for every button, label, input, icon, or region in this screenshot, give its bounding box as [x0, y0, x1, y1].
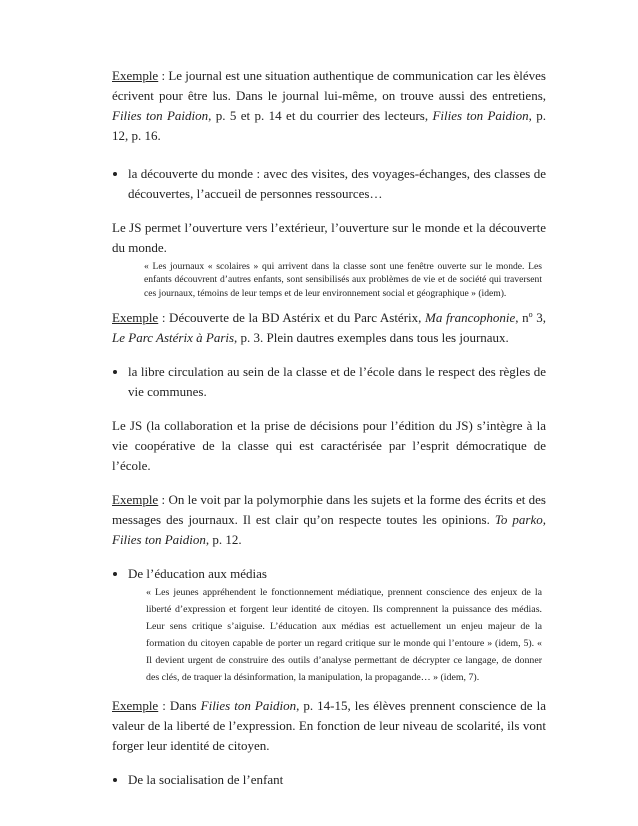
example-paragraph-polymorphie: Exemple : On le voit par la polymorphie dans les sujets et la forme des écrits et des messages des journaux. Il est clair qu’on respecte toutes les opinions. To parko, Filies ton Paidion, p. 12. [112, 492, 546, 548]
example-paragraph-journal: Exemple : Le journal est une situation authentique de communication car les èléves écrivent pour être lus. Dans le journal lui-même, on trouve aussi des entretiens, Filies ton Paidion, p. 5 et p. 14 et du courrier des lecteurs, Filies ton Paidion, p. 12, p. 16. [112, 68, 546, 143]
bullet-education-medias: De l’éducation aux médias [112, 564, 546, 584]
quote-education-medias: « Les jeunes appréhendent le fonctionnement médiatique, prennent conscience des enjeux de la liberté d’expression et forgent leur identité de citoyen. Ils comprennent la puissance des médias. Leur sens critique s’aiguise. L’éducation aux médias est actuellement un enjeu majeur de la formation du citoyen capable de porter un regard critique sur le monde qui l’entoure » (idem, 5). « Il devient urgent de construire des outils d’analyse permettant de décrypter ce langage, de donner des clés, de traquer la désinformation, la manipulation, la propagande… » (idem, 7). [146, 587, 542, 684]
paragraph-collaboration: Le JS (la collaboration et la prise de décisions pour l’édition du JS) s’intègre à la vie coopérative de la classe qui est caractérisée par l’esprit démocratique de l’école. [112, 418, 546, 474]
bullet-libre-circulation: la libre circulation au sein de la classe et de l’école dans le respect des règles de vie communes. [112, 362, 546, 402]
paragraph-ouverture: Le JS permet l’ouverture vers l’extérieur, l’ouverture sur le monde et la découverte du monde. [112, 220, 546, 255]
example-label: Exemple [112, 68, 159, 83]
bullet-socialisation: De la socialisation de l’enfant [112, 770, 546, 790]
example-label: Exemple [112, 310, 159, 326]
quote-journaux-scolaires: « Les journaux « scolaires » qui arrivent dans la classe sont une fenêtre ouverte sur le monde. Les enfants découvrent d’autres enfants, sont sensibilisés aux problèmes de vie et de société qui traversent ces journaux, témoins de leur temps et de leur environnement social et géographique » (idem). [144, 261, 542, 299]
example-paragraph-asterix: Exemple : Découverte de la BD Astérix et du Parc Astérix, Ma francophonie, $n^o$ 3, Le Parc Astérix à Paris, p. 3. Plein dautres exemples dans tous les journaux. [112, 310, 547, 346]
example-paragraph-liberte: Exemple : Dans Filies ton Paidion, p. 14-15, les élèves prennent conscience de la valeur de la liberté de l’expression. En fonction de leur niveau de scolarité, ils vont forger leur identité de citoyen. [112, 698, 546, 754]
example-label: Exemple [112, 698, 159, 714]
document-page [112, 66, 546, 790]
example-label: Exemple [112, 492, 159, 508]
bullet-decouverte-monde: la découverte du monde : avec des visites, des voyages-échanges, des classes de découvertes, l’accueil de personnes ressources… [112, 164, 546, 204]
